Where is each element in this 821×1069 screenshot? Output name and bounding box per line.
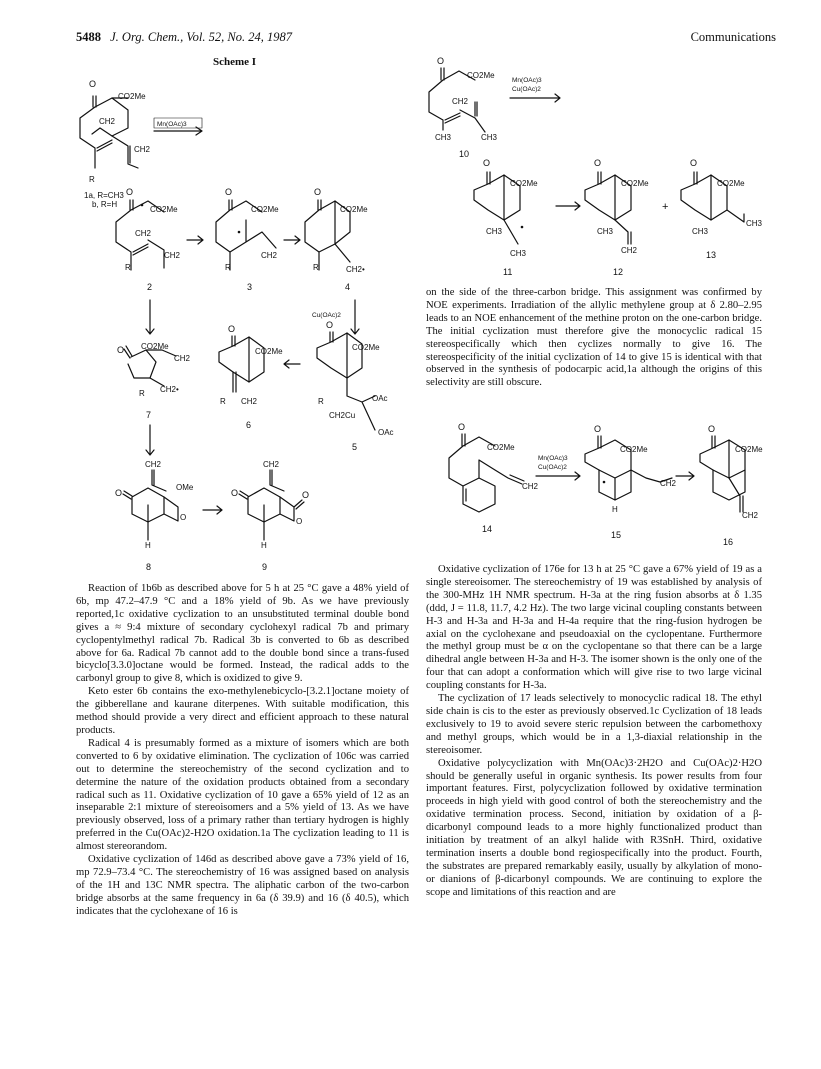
label-co2me: CO2Me: [621, 179, 649, 188]
label-r: R: [89, 175, 95, 184]
paragraph: on the side of the three-carbon bridge. This assignment was confirmed by NOE experiments. Irradiation of the allylic methylene group at δ 2.80–2.95 leads to an NOE enhancement of the methine proton on the one-carbon bridge. The initial cyclization must therefore give the monocyclic radical 15 stereospecifically which then cyclizes normally to give 16. The stereospecificity of the initial cyclization of 14 to give 15 is identical with that observed in the synthesis of podocarpic acid,1a although the origins of this selectivity are still obscure.: [426, 287, 762, 389]
label-o: O: [483, 158, 491, 168]
label-r: R: [313, 263, 319, 272]
label-ch2: CH2: [241, 397, 258, 406]
label-o: O: [225, 187, 233, 197]
label-o: O: [89, 79, 97, 89]
label-o: O: [302, 490, 310, 500]
variant-b: b, R=H: [92, 200, 118, 209]
compound-number-15: 15: [611, 530, 622, 540]
label-ome: OMe: [176, 483, 194, 492]
reaction-arrow-14: [536, 455, 580, 480]
compound-7: [117, 342, 191, 420]
label-co2me: CO2Me: [352, 343, 380, 352]
label-h: H: [261, 541, 267, 550]
label-co2me: CO2Me: [620, 445, 648, 454]
label-ch2-radical: CH2•: [346, 265, 365, 274]
compound-4: [305, 187, 368, 292]
compound-number-16: 16: [723, 537, 734, 547]
label-ch3: CH3: [597, 227, 614, 236]
compound-number-10: 10: [459, 149, 470, 159]
label-o: O: [115, 488, 123, 498]
label-co2me: CO2Me: [255, 347, 283, 356]
label-h: H: [145, 541, 151, 550]
label-ch2: CH2: [660, 479, 677, 488]
compound-number-7: 7: [146, 410, 152, 420]
label-ch2-radical: CH2•: [160, 385, 179, 394]
label-ch2: CH2: [522, 482, 539, 491]
compound-number-5: 5: [352, 442, 358, 452]
compound-number-11: 11: [503, 267, 513, 277]
label-ch3: CH3: [746, 219, 763, 228]
compound-number-4: 4: [345, 282, 351, 292]
label-o: O: [594, 158, 602, 168]
paragraph: Keto ester 6b contains the exo-methylenebicyclo-[3.2.1]octane moiety of the gibberellane and kaurane diterpenes. With suitable modification, this method should provide a very direct and efficient approach to these natural products.: [76, 686, 409, 736]
label-ch2: CH2: [135, 229, 152, 238]
compound-number-8: 8: [146, 562, 152, 572]
scheme-title: Scheme I: [213, 56, 257, 68]
reagent-cu: Cu(OAc)2: [312, 312, 341, 319]
label-h: H: [612, 505, 618, 514]
reagent-cu: Cu(OAc)2: [512, 86, 541, 93]
label-o: O: [458, 422, 466, 432]
label-ch2: CH2: [263, 460, 280, 469]
variant-a: 1a, R=CH3: [84, 191, 124, 200]
right-column-bottom-text: [426, 564, 762, 900]
label-r: R: [125, 263, 131, 272]
paragraph: The cyclization of 17 leads selectively to monocyclic radical 18. The ethyl side chain is cis to the ester as previously observed.1c Cyclization of 18 leads exclusively to 19 to avoid severe steric repulsion between the carbomethoxy and methyl groups, which would be in a 1,3-diaxial relationship in the stereoisomer.: [426, 693, 762, 756]
paragraph: Oxidative polycyclization with Mn(OAc)3·2H2O and Cu(OAc)2·H2O should be generally useful in organic synthesis. Its power results from four important features. First, polycyclization followed by oxidative termination proceeds in high yield with good control of both the stereochemistry and the oxidative termination process. Second, initiation by oxidation of a β-dicarbonyl compound leads to a more highly functionalized product than initiation by treatment of an alkyl halide with R3SnH. Third, oxidative termination inserts a double bond regiospecifically into the product. Fourth, the substrates are prepared remarkably easily, usually by alkylation of mono- or dianions of β-dicarbonyl compounds. We are continuing to explore the scope and limitations of this reaction and are: [426, 757, 762, 898]
compound-13: [681, 158, 763, 260]
label-ch3: CH3: [486, 227, 503, 236]
paragraph: Reaction of 1b6b as described above for 5 h at 25 °C gave a 48% yield of 6b, mp 47.2–47.9 °C and a 18% yield of 9b. As we have previously reported,1c oxidative cyclization to an unsubstituted terminal double bond gives a ≈ 9:4 mixture of secondary cyclohexyl radical 7b and primary cyclopentylmethyl radical 7b. Radical 3b is converted to 6b as described above for 6a. Radical 7b cannot add to the double bond since a trans-fused bicyclo[3.3.0]octane would be formed. Instead, the radical adds to the carbonyl group to give 8, which is oxidized to give 9.: [76, 583, 409, 685]
label-o: O: [314, 187, 322, 197]
label-co2me: CO2Me: [150, 205, 178, 214]
label-ch2: CH2: [145, 460, 162, 469]
compound-8: [115, 460, 194, 572]
compound-10: [429, 56, 498, 159]
section-label: Communications: [690, 30, 776, 44]
page-number: 5488: [76, 30, 101, 44]
label-o: O: [690, 158, 698, 168]
label-co2me: CO2Me: [717, 179, 745, 188]
compound-15: [585, 424, 677, 540]
compound-14: [449, 422, 539, 534]
label-co2me: CO2Me: [487, 443, 515, 452]
label-co2me: CO2Me: [735, 445, 763, 454]
label-r: R: [139, 389, 145, 398]
compound-3: [216, 187, 279, 292]
label-r: R: [220, 397, 226, 406]
label-co2me: CO2Me: [118, 92, 146, 101]
reaction-arrow-10: [510, 77, 560, 102]
label-o: O: [437, 56, 445, 66]
label-r: R: [318, 397, 324, 406]
reagent-mn: Mn(OAc)3: [512, 77, 542, 84]
label-r: R: [225, 263, 231, 272]
compound-6: [219, 324, 283, 430]
label-ch3: CH3: [692, 227, 709, 236]
compound-11: [474, 158, 538, 277]
label-ch2: CH2: [261, 251, 278, 260]
label-ch2: CH2: [621, 246, 638, 255]
label-o: O: [326, 320, 334, 330]
label-ch3: CH3: [510, 249, 527, 258]
reagent-mn: Mn(OAc)3: [538, 455, 568, 462]
label-co2me: CO2Me: [340, 205, 368, 214]
label-ch3: CH3: [481, 133, 498, 142]
label-o: O: [180, 513, 187, 522]
label-o: O: [594, 424, 602, 434]
compound-number-2: 2: [147, 282, 153, 292]
label-o: O: [228, 324, 236, 334]
label-o: O: [126, 187, 134, 197]
label-ch2: CH2: [742, 511, 759, 520]
compound-9: [231, 460, 309, 572]
label-ch2cu: CH2Cu: [329, 411, 356, 420]
left-column-text: [76, 583, 409, 919]
compound-5: [317, 320, 394, 452]
paragraph: Oxidative cyclization of 176e for 13 h at 25 °C gave a 67% yield of 19 as a single stereoisomer. The stereochemistry of 19 was established by analysis of the 300-MHz 1H NMR spectrum. H-3a at the ring fusion absorbs at δ 1.35 (ddd, J = 11.8, 11.7, 4.2 Hz). The two large vicinal coupling constants between H-3 and H-3a and H-3a and H-4a require that the ring-fusion hydrogen be axial on the cyclohexane and pseudoaxial on the cyclopentane. Furthermore the methyl group must be α on the cyclopentane so that there can be a large dihedral angle between H-3a and H-3. The isomer shown is the only one of the four that can adopt a conformation which will give rise to two large vicinal coupling constants for H-3a.: [426, 564, 762, 692]
label-ch2: CH2: [134, 145, 151, 154]
compound-number-12: 12: [613, 267, 624, 277]
label-ch2: CH2: [452, 97, 469, 106]
compound-number-13: 13: [706, 250, 717, 260]
label-o: O: [708, 424, 716, 434]
reagent-mn: Mn(OAc)3: [157, 121, 187, 128]
journal-citation: J. Org. Chem., Vol. 52, No. 24, 1987: [110, 30, 292, 44]
compound-number-9: 9: [262, 562, 268, 572]
paragraph: Oxidative cyclization of 146d as described above gave a 73% yield of 16, mp 72.9–73.4 °C. The stereochemistry of 16 was assigned based on analysis of the 1H and 13C NMR spectra. The aliphatic carbon of the two-carbon bridge absorbs at the same frequency in 6a (δ 39.9) and 16 (δ 40.5), which indicates that the cyclohexane of 16 is: [76, 854, 409, 917]
label-ch2: CH2: [99, 117, 116, 126]
label-o: O: [296, 517, 303, 526]
compound-2: [116, 187, 181, 292]
label-co2me: CO2Me: [510, 179, 538, 188]
compound-1: [80, 79, 151, 209]
label-o: O: [231, 488, 239, 498]
label-ch2: CH2: [174, 354, 191, 363]
plus-sign: +: [662, 201, 669, 213]
compound-number-14: 14: [482, 524, 493, 534]
compound-number-3: 3: [247, 282, 253, 292]
compound-12: [585, 158, 649, 277]
reagent-cu: Cu(OAc)2: [538, 464, 567, 471]
compound-number-6: 6: [246, 420, 252, 430]
label-o: O: [117, 345, 125, 355]
paragraph: Radical 4 is presumably formed as a mixture of isomers which are both converted to 6 by oxidative elimination. The cyclization of 106c was carried out to determine the stereochemistry of the second cyclization and to determine the nature of the oxidation products obtained from a secondary radical such as 11. Oxidative cyclization of 10 gave a 65% yield of 12 as an inseparable 2:1 mixture of stereoisomers and a 5% yield of 13. As we have previously observed, loss of a primary rather than tertiary hydrogen is highly preferred in the Cu(OAc)2-H2O oxidation.1a The cyclization leading to 11 is almost stereorandom.: [76, 737, 409, 853]
label-co2me: CO2Me: [467, 71, 495, 80]
label-co2me: CO2Me: [141, 342, 169, 351]
compound-16: [700, 424, 763, 547]
right-column-top-text: [426, 287, 762, 390]
label-ch3: CH3: [435, 133, 452, 142]
label-co2me: CO2Me: [251, 205, 279, 214]
reaction-arrow-1: [154, 118, 202, 135]
label-oac: OAc: [372, 394, 388, 403]
label-ch2: CH2: [164, 251, 181, 260]
label-oac: OAc: [378, 428, 394, 437]
